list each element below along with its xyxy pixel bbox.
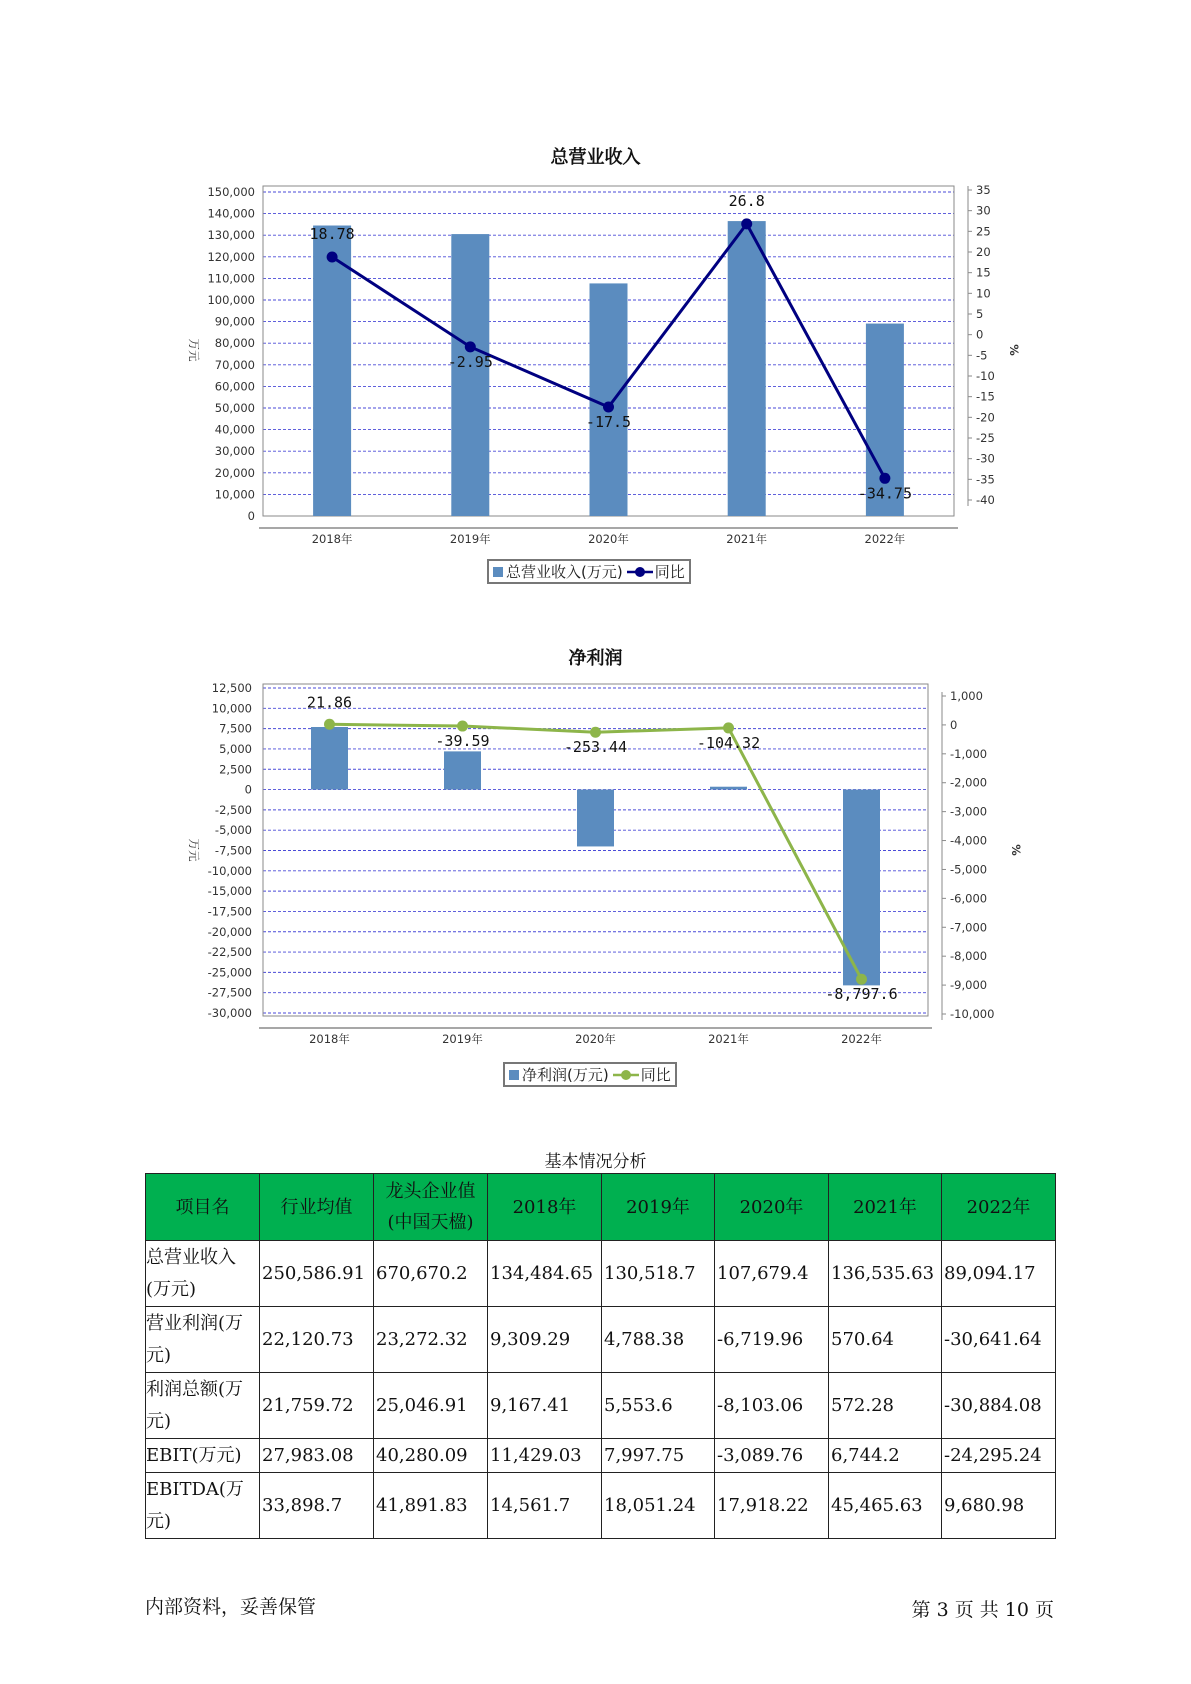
table-cell: 134,484.65 bbox=[488, 1241, 602, 1307]
data-label: -34.75 bbox=[857, 484, 912, 503]
y2-tick-label: 0 bbox=[950, 717, 958, 732]
footer-confidential-note: 内部资料，妥善保管 bbox=[145, 1596, 317, 1618]
y-tick-label: -22,500 bbox=[207, 945, 252, 960]
info-table bbox=[145, 1173, 1056, 1539]
x-tick-label: 2021年 bbox=[726, 532, 768, 546]
data-label: 26.8 bbox=[728, 191, 765, 210]
x-tick-label: 2020年 bbox=[588, 532, 629, 546]
x-tick-label: 2022年 bbox=[864, 532, 906, 546]
y-tick-label: -2,500 bbox=[214, 802, 252, 817]
y2-tick-label: -25 bbox=[976, 431, 995, 445]
table-row bbox=[146, 1307, 1056, 1373]
x-tick-label: 2019年 bbox=[449, 532, 491, 546]
x-tick-label: 2018年 bbox=[311, 532, 353, 546]
y2-tick-label: -6,000 bbox=[950, 891, 988, 906]
y2-tick-label: -5,000 bbox=[950, 862, 988, 877]
data-label: -2.95 bbox=[447, 352, 493, 371]
y-tick-label: 140,000 bbox=[207, 206, 255, 221]
table-cell: 130,518.7 bbox=[602, 1241, 715, 1307]
table-cell: 14,561.7 bbox=[488, 1473, 602, 1539]
table-cell: 17,918.22 bbox=[715, 1473, 829, 1539]
table-cell: 9,680.98 bbox=[942, 1473, 1056, 1539]
table-cell: 5,553.6 bbox=[602, 1373, 715, 1439]
table-row-name: EBITDA(万元) bbox=[146, 1473, 260, 1539]
table-cell: 33,898.7 bbox=[260, 1473, 374, 1539]
table-cell: -24,295.24 bbox=[942, 1439, 1056, 1473]
data-label: -39.59 bbox=[435, 732, 490, 751]
table-row bbox=[146, 1241, 1056, 1307]
table-header-cell: 项目名 bbox=[146, 1174, 260, 1241]
y-tick-label: 110,000 bbox=[207, 271, 255, 286]
table-cell: 9,309.29 bbox=[488, 1307, 602, 1373]
table-cell: 27,983.08 bbox=[260, 1439, 374, 1473]
y-tick-label: 2,500 bbox=[219, 762, 252, 777]
y2-tick-label: 1,000 bbox=[950, 689, 983, 703]
table-cell: 670,670.2 bbox=[374, 1241, 488, 1307]
revenue-chart-title: 总营业收入 bbox=[550, 147, 641, 168]
y2-tick-label: 20 bbox=[976, 245, 991, 259]
table-cell: -30,641.64 bbox=[942, 1307, 1056, 1373]
table-cell: -8,103.06 bbox=[715, 1373, 829, 1439]
table-cell: 21,759.72 bbox=[260, 1373, 374, 1439]
y2-tick-label: 35 bbox=[976, 183, 991, 197]
y2-tick-label: 5 bbox=[976, 307, 984, 321]
x-tick-label: 2021年 bbox=[708, 1032, 749, 1046]
y-tick-label: 10,000 bbox=[211, 701, 252, 716]
bar bbox=[577, 790, 614, 847]
y-tick-label: 70,000 bbox=[214, 357, 255, 372]
y-tick-label: 150,000 bbox=[207, 185, 255, 199]
table-cell: 23,272.32 bbox=[374, 1307, 488, 1373]
y-axis-label: 万元 bbox=[187, 838, 201, 862]
table-cell: 250,586.91 bbox=[260, 1241, 374, 1307]
table-cell: 107,679.4 bbox=[715, 1241, 829, 1307]
y-tick-label: -7,500 bbox=[214, 843, 252, 858]
y-tick-label: 80,000 bbox=[214, 336, 255, 351]
y-tick-label: -27,500 bbox=[207, 985, 252, 1000]
y-tick-label: 50,000 bbox=[214, 401, 255, 415]
data-label: -17.5 bbox=[585, 413, 632, 431]
y2-axis-label: % bbox=[1009, 844, 1023, 856]
table-cell: 9,167.41 bbox=[488, 1373, 602, 1439]
bar bbox=[444, 751, 481, 789]
y-tick-label: 90,000 bbox=[214, 314, 255, 329]
legend-bar-label: 净利润(万元) bbox=[522, 1066, 609, 1084]
line-point bbox=[723, 722, 734, 733]
y2-tick-label: 25 bbox=[976, 224, 991, 239]
table-cell: 22,120.73 bbox=[260, 1307, 374, 1373]
y-tick-label: 100,000 bbox=[207, 293, 255, 307]
table-cell: 41,891.83 bbox=[374, 1473, 488, 1539]
x-tick-label: 2019年 bbox=[442, 1032, 483, 1046]
table-cell: 89,094.17 bbox=[942, 1241, 1056, 1307]
y2-tick-label: -7,000 bbox=[950, 920, 988, 935]
table-cell: 11,429.03 bbox=[488, 1439, 602, 1473]
y-tick-label: 120,000 bbox=[207, 249, 255, 264]
y2-tick-label: -10 bbox=[976, 369, 995, 383]
table-header-cell: 龙头企业值(中国天楹) bbox=[374, 1174, 488, 1241]
table-cell: 18,051.24 bbox=[602, 1473, 715, 1539]
y-tick-label: -25,000 bbox=[207, 965, 252, 980]
table-cell: 6,744.2 bbox=[829, 1439, 942, 1473]
profit-chart-legend bbox=[503, 1062, 677, 1087]
line-point bbox=[457, 721, 468, 732]
y2-tick-label: -5 bbox=[976, 348, 988, 363]
table-caption: 基本情况分析 bbox=[544, 1152, 647, 1172]
y2-axis-label: % bbox=[1007, 344, 1021, 356]
y2-tick-label: -10,000 bbox=[950, 1007, 995, 1021]
table-header-cell: 2018年 bbox=[488, 1174, 602, 1241]
table-header-cell: 2020年 bbox=[715, 1174, 829, 1241]
y-tick-label: 5,000 bbox=[219, 741, 252, 756]
legend-line-swatch bbox=[613, 1069, 639, 1081]
y-axis-label: 万元 bbox=[187, 338, 201, 362]
table-cell: -6,719.96 bbox=[715, 1307, 829, 1373]
line-point bbox=[590, 727, 601, 738]
data-label: -8,797.6 bbox=[825, 985, 898, 1004]
y2-tick-label: -15 bbox=[976, 389, 995, 404]
y-tick-label: 10,000 bbox=[214, 487, 255, 502]
table-row-name: 利润总额(万元) bbox=[146, 1373, 260, 1439]
table-cell: 25,046.91 bbox=[374, 1373, 488, 1439]
y-tick-label: 30,000 bbox=[214, 444, 255, 459]
y2-tick-label: -30 bbox=[976, 451, 995, 466]
y2-tick-label: 0 bbox=[976, 327, 984, 342]
table-row bbox=[146, 1373, 1056, 1439]
y-tick-label: -10,000 bbox=[207, 863, 252, 878]
table-header-cell: 2022年 bbox=[942, 1174, 1056, 1241]
y-tick-label: 60,000 bbox=[214, 379, 255, 394]
line-series bbox=[330, 724, 862, 979]
data-label: -253.44 bbox=[563, 738, 628, 757]
legend-line-label: 同比 bbox=[640, 1066, 671, 1084]
y-tick-label: -15,000 bbox=[207, 884, 252, 899]
y2-tick-label: -2,000 bbox=[950, 775, 988, 790]
data-label: 21.86 bbox=[306, 693, 353, 712]
y-tick-label: -5,000 bbox=[214, 823, 252, 838]
table-header-row bbox=[146, 1174, 1056, 1241]
line-point bbox=[856, 974, 867, 985]
legend-bar-swatch bbox=[509, 1070, 519, 1080]
table-cell: -3,089.76 bbox=[715, 1439, 829, 1473]
table-row-name: 营业利润(万元) bbox=[146, 1307, 260, 1373]
y-tick-label: -20,000 bbox=[207, 924, 252, 939]
y2-tick-label: -3,000 bbox=[950, 804, 988, 819]
data-label: 18.78 bbox=[309, 225, 355, 244]
data-label: -104.32 bbox=[696, 733, 761, 752]
y-tick-label: -17,500 bbox=[207, 904, 252, 919]
table-cell: 40,280.09 bbox=[374, 1439, 488, 1473]
table-cell: 45,465.63 bbox=[829, 1473, 942, 1539]
line-point bbox=[324, 719, 335, 730]
table-header-cell: 行业均值 bbox=[260, 1174, 374, 1241]
table-row bbox=[146, 1473, 1056, 1539]
table-header-cell: 2019年 bbox=[602, 1174, 715, 1241]
y2-tick-label: -8,000 bbox=[950, 949, 988, 964]
table-header-cell: 2021年 bbox=[829, 1174, 942, 1241]
legend-bar-label: 总营业收入(万元) bbox=[506, 563, 623, 581]
table-row-name: EBIT(万元) bbox=[146, 1439, 260, 1473]
x-tick-label: 2018年 bbox=[309, 1032, 350, 1046]
table-cell: 570.64 bbox=[829, 1307, 942, 1373]
y2-tick-label: -4,000 bbox=[950, 833, 988, 848]
y2-tick-label: 15 bbox=[976, 265, 991, 280]
y2-tick-label: -1,000 bbox=[950, 746, 988, 761]
y-tick-label: 20,000 bbox=[214, 465, 255, 480]
bar bbox=[311, 727, 348, 790]
y-tick-label: 40,000 bbox=[214, 422, 255, 437]
bar bbox=[710, 787, 747, 790]
y-tick-label: 0 bbox=[244, 782, 252, 797]
y-tick-label: 0 bbox=[247, 509, 255, 523]
y2-tick-label: -20 bbox=[976, 410, 995, 425]
table-row-name: 总营业收入(万元) bbox=[146, 1241, 260, 1307]
footer-page-number: 第 3 页 共 10 页 bbox=[911, 1599, 1054, 1621]
profit-chart-title: 净利润 bbox=[568, 648, 623, 669]
table-cell: 4,788.38 bbox=[602, 1307, 715, 1373]
table-cell: 7,997.75 bbox=[602, 1439, 715, 1473]
table-row bbox=[146, 1439, 1056, 1473]
legend-line-label: 同比 bbox=[654, 563, 685, 581]
y-tick-label: 130,000 bbox=[207, 228, 255, 243]
table-cell: 136,535.63 bbox=[829, 1241, 942, 1307]
table-cell: 572.28 bbox=[829, 1373, 942, 1439]
y-tick-label: 12,500 bbox=[211, 681, 252, 695]
y2-tick-label: 10 bbox=[976, 286, 991, 301]
x-tick-label: 2022年 bbox=[841, 1032, 882, 1046]
y2-tick-label: -35 bbox=[976, 472, 995, 487]
y-tick-label: -30,000 bbox=[207, 1006, 252, 1020]
table-cell: -30,884.08 bbox=[942, 1373, 1056, 1439]
y-tick-label: 7,500 bbox=[219, 721, 252, 736]
y2-tick-label: 30 bbox=[976, 203, 991, 218]
x-tick-label: 2020年 bbox=[575, 1032, 616, 1046]
y2-tick-label: -40 bbox=[976, 493, 995, 507]
y2-tick-label: -9,000 bbox=[950, 978, 988, 993]
